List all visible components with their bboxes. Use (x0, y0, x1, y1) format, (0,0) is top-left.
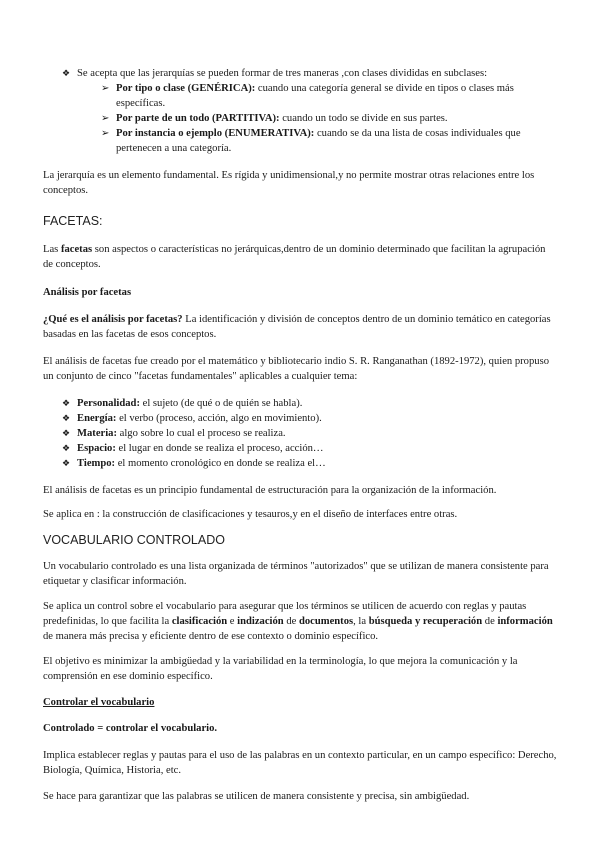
facetas-paragraph (43, 242, 557, 272)
bold-term: indización (237, 616, 284, 627)
bold-term: búsqueda y recuperación (368, 616, 483, 627)
intro-subitem (43, 126, 557, 156)
controlado-definition: Controlado = controlar el vocabulario. (43, 723, 218, 734)
faceta-item (43, 441, 557, 456)
diamond-bullet-icon: ❖ (62, 428, 71, 438)
text-run: de (482, 616, 498, 627)
subitem-text: cuando se da una lista de cosas individuales que pertenecen a una categoría. (116, 128, 521, 154)
aplica-paragraph: Se aplica en : la construcción de clasificaciones y tesauros,y en el diseño de interfaces entre otras. (43, 509, 458, 520)
jerarquia-paragraph: La jerarquía es un elemento fundamental. Es rígida y unidimensional,y no permite mostrar otras relaciones entre los conceptos. (43, 170, 535, 196)
controlar-heading: Controlar el vocabulario (43, 697, 155, 708)
faceta-label: Tiempo: (77, 458, 116, 469)
arrow-bullet-icon: ➢ (101, 113, 110, 124)
question-paragraph (43, 312, 557, 342)
vocabulario-heading: VOCABULARIO CONTROLADO (43, 533, 225, 547)
vocab-paragraph-1: Un vocabulario controlado es una lista organizada de términos "autorizados" que se utilizan de manera consistente para etiquetar y clasificar información. (43, 561, 549, 587)
subitem-label: Por tipo o clase (GENÉRICA): (116, 83, 256, 94)
facetas-list (43, 396, 557, 471)
subitem-text: cuando una categoría general se divide en tipos o clases más específicas. (116, 83, 514, 109)
bold-term: clasificación (171, 616, 228, 627)
vocab-paragraph-5: Se hace para garantizar que las palabras se utilicen de manera consistente y precisa, sin ambigüedad. (43, 791, 470, 802)
diamond-bullet-icon: ❖ (62, 68, 71, 78)
subitem-label: Por parte de un todo (PARTITIVA): (116, 113, 280, 124)
subitem-label: Por instancia o ejemplo (ENUMERATIVA): (116, 128, 315, 139)
text-run: Las (43, 244, 61, 255)
faceta-text: el lugar en donde se realiza el proceso, acción… (115, 443, 324, 454)
text-run: de (283, 616, 299, 627)
faceta-label: Energía: (77, 413, 117, 424)
diamond-bullet-icon: ❖ (62, 413, 71, 423)
creado-paragraph: El análisis de facetas fue creado por el matemático y bibliotecario indio S. R. Ranganathan (1892-1972), quien propuso un conjunto de cinco "facetas fundamentales" aplicables a cualquier tema: (43, 356, 549, 382)
text-run: de manera más precisa y eficiente dentro de ese contexto o dominio específico. (43, 631, 379, 642)
arrow-bullet-icon: ➢ (101, 83, 110, 94)
question-text: La identificación y división de conceptos dentro de un dominio temático en categorías basadas en las facetas de esos conceptos. (43, 314, 551, 340)
intro-subitem (43, 81, 557, 111)
facetas-heading: FACETAS: (43, 214, 103, 228)
vocab-paragraph-4: Implica establecer reglas y pautas para el uso de las palabras en un contexto particular, en un campo específico: Derecho, Biología, Química, Historia, etc. (43, 750, 557, 776)
text-run: Se aplica un control sobre el vocabulario para asegurar que los términos se utilicen de acuerdo con reglas y pautas predefinidas, lo que facilita la (43, 601, 527, 627)
faceta-item (43, 411, 557, 426)
faceta-item (43, 426, 557, 441)
principio-paragraph: El análisis de facetas es un principio fundamental de estructuración para la organización de la información. (43, 485, 497, 496)
vocab-paragraph-3: El objetivo es minimizar la ambigüedad y la variabilidad en la terminología, lo que mejora la comunicación y la comprensión en ese dominio específico. (43, 656, 518, 682)
arrow-bullet-icon: ➢ (101, 128, 110, 139)
text-run: , la (353, 616, 369, 627)
vocab-paragraph-2 (43, 599, 557, 644)
faceta-text: el verbo (proceso, acción, algo en movimiento). (116, 413, 322, 424)
question-bold: ¿Qué es el análisis por facetas? (43, 314, 183, 325)
faceta-text: el sujeto (de qué o de quién se habla). (139, 398, 303, 409)
faceta-label: Materia: (77, 428, 117, 439)
faceta-label: Espacio: (77, 443, 116, 454)
intro-subitem (43, 111, 557, 126)
faceta-item (43, 456, 557, 471)
faceta-item (43, 396, 557, 411)
subitem-text: cuando un todo se divide en sus partes. (279, 113, 448, 124)
document-page (43, 66, 557, 804)
intro-bullet (43, 66, 557, 81)
text-run: e (227, 616, 238, 627)
bold-term: documentos (298, 616, 354, 627)
intro-bullet-text: Se acepta que las jerarquías se pueden formar de tres maneras ,con clases divididas en subclases: (77, 68, 488, 79)
bold-term: facetas (60, 244, 93, 255)
analisis-heading: Análisis por facetas (43, 287, 132, 298)
faceta-label: Personalidad: (77, 398, 140, 409)
diamond-bullet-icon: ❖ (62, 443, 71, 453)
bold-term: información (497, 616, 553, 627)
diamond-bullet-icon: ❖ (62, 458, 71, 468)
faceta-text: el momento cronológico en donde se realiza el… (115, 458, 326, 469)
diamond-bullet-icon: ❖ (62, 398, 71, 408)
text-run: son aspectos o características no jerárquicas,dentro de un dominio determinado que facilitan la agrupación de conceptos. (43, 244, 546, 270)
faceta-text: algo sobre lo cual el proceso se realiza. (117, 428, 286, 439)
